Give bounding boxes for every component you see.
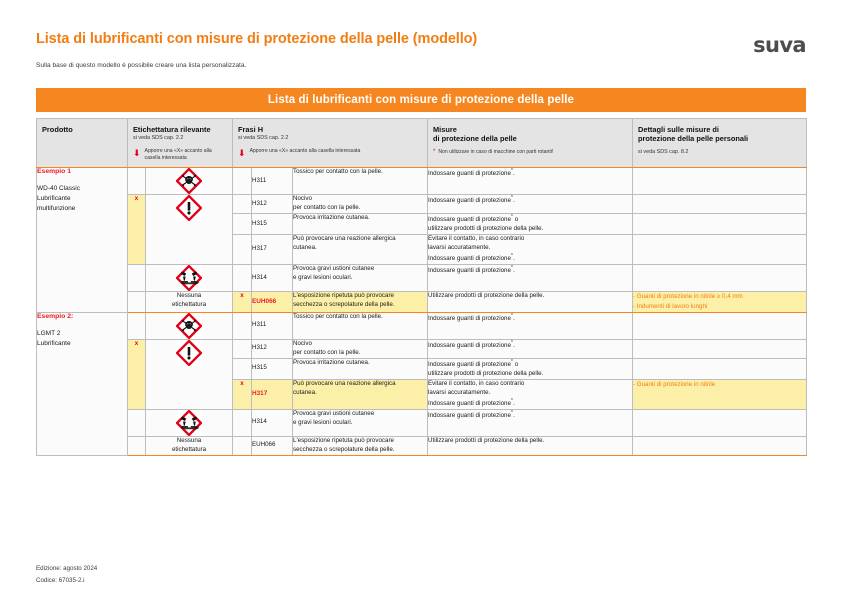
no-labelling-cell: Nessuna etichettatura	[146, 292, 233, 313]
down-arrow-icon: ⬇	[133, 148, 141, 159]
table-row	[37, 312, 807, 339]
protection-measure: Indossare guanti di protezione*.	[428, 195, 633, 214]
hphrase-code: EUH066	[252, 436, 293, 455]
product-example-label: Esempio 2:	[37, 312, 74, 320]
protection-measure: Indossare guanti di protezione*.	[428, 265, 633, 292]
no-labelling-cell: Nessuna etichettatura	[146, 436, 233, 455]
footnote-marker: *	[510, 339, 514, 346]
table-row	[37, 436, 807, 455]
protection-details: - Guanti di protezione in nitrile	[633, 379, 807, 409]
protection-details	[633, 312, 807, 339]
hphrase-text: Provoca irritazione cutanea.	[293, 213, 428, 234]
footer-code: Codice: 67035-2.i	[36, 576, 85, 584]
protection-measure: Evitare il contatto, in caso contrario lavarsi accuratamente. Indossare guanti di protezione*.	[428, 235, 633, 265]
asterisk-icon: *	[433, 148, 436, 155]
pictogram-x-checkbox[interactable]	[128, 312, 146, 339]
page-title: Lista di lubrificanti con misure di protezione della pelle (modello)	[36, 31, 478, 47]
pictogram-x-checkbox[interactable]	[128, 265, 146, 292]
ghs05-corrosion-icon	[146, 409, 233, 436]
protection-details	[633, 235, 807, 265]
footnote-marker: *	[510, 195, 514, 202]
col-header-misure: Misure di protezione della pelle * Non utilizzare in caso di macchine con parti rotanti!	[428, 119, 633, 168]
protection-details	[633, 168, 807, 195]
protection-measure: Evitare il contatto, in caso contrario lavarsi accuratamente. Indossare guanti di protezione*.	[428, 379, 633, 409]
table-row	[37, 292, 807, 313]
hphrase-text: Provoca gravi ustioni cutanee e gravi lesioni oculari.	[293, 265, 428, 292]
protection-measure: Indossare guanti di protezione*.	[428, 312, 633, 339]
hphrase-x-checkbox[interactable]: x	[233, 292, 252, 313]
page-subtitle: Sulla base di questo modello è possibile creare una lista personalizzata.	[36, 62, 247, 69]
table-row	[37, 409, 807, 436]
hphrase-x-checkbox[interactable]	[233, 213, 252, 234]
footnote-marker: *	[510, 252, 514, 259]
table-row	[37, 339, 807, 358]
hphrase-x-checkbox[interactable]	[233, 436, 252, 455]
protection-measure: Indossare guanti di protezione*.	[428, 409, 633, 436]
hphrase-code: H317	[252, 379, 293, 409]
hphrase-code: H311	[252, 168, 293, 195]
product-name: LGMT 2 Lubrificante	[37, 329, 71, 347]
protection-details	[633, 339, 807, 358]
ghs05-corrosion-icon	[146, 265, 233, 292]
hphrase-text: Tossico per contatto con la pelle.	[293, 168, 428, 195]
protection-measure: Indossare guanti di protezione* o utilizzare prodotti di protezione della pelle.	[428, 358, 633, 379]
footnote-marker: *	[510, 168, 514, 175]
footnote-marker: *	[510, 213, 514, 220]
hphrase-text: Può provocare una reazione allergica cutanea.	[293, 379, 428, 409]
hphrase-code: EUH066	[252, 292, 293, 313]
hphrase-code: H315	[252, 213, 293, 234]
footnote-marker: *	[510, 312, 514, 319]
pictogram-x-checkbox[interactable]	[128, 409, 146, 436]
hphrase-text: Nocivo per contatto con la pelle.	[293, 339, 428, 358]
col-header-frasi-h: Frasi H si veda SDS cap. 2.2 ⬇ Apporre una «X» accanto alla casella interessata	[233, 119, 428, 168]
protection-measure: Indossare guanti di protezione* o utilizzare prodotti di protezione della pelle.	[428, 213, 633, 234]
lubricants-table	[36, 118, 807, 456]
protection-details	[633, 265, 807, 292]
protection-details	[633, 213, 807, 234]
down-arrow-icon: ⬇	[238, 148, 246, 159]
protection-measure: Utilizzare prodotti di protezione della pelle.	[428, 292, 633, 313]
pictogram-x-checkbox[interactable]: x	[128, 195, 146, 265]
protection-details	[633, 358, 807, 379]
hphrase-code: H311	[252, 312, 293, 339]
protection-measure: Indossare guanti di protezione*.	[428, 168, 633, 195]
ghs07-exclamation-mark-icon	[146, 195, 233, 265]
hphrase-text: Può provocare una reazione allergica cutanea.	[293, 235, 428, 265]
footnote-marker: *	[510, 409, 514, 416]
table-row	[37, 265, 807, 292]
hphrase-text: Provoca gravi ustioni cutanee e gravi lesioni oculari.	[293, 409, 428, 436]
hphrase-text: Nocivo per contatto con la pelle.	[293, 195, 428, 214]
hphrase-text: L'esposizione ripetuta può provocare secchezza o screpolature della pelle.	[293, 292, 428, 313]
table-row	[37, 168, 807, 195]
footnote-marker: *	[510, 265, 514, 272]
col-header-etichettatura: Etichettatura rilevante si veda SDS cap. 2.2 ⬇ Apporre una «X» accanto alla casella interessata	[128, 119, 233, 168]
hphrase-x-checkbox[interactable]	[233, 235, 252, 265]
col-header-prodotto: Prodotto	[37, 119, 128, 168]
ghs06-skull-crossbones-icon	[146, 168, 233, 195]
product-cell	[37, 312, 128, 455]
hphrase-code: H312	[252, 195, 293, 214]
hphrase-x-checkbox[interactable]	[233, 168, 252, 195]
product-cell	[37, 168, 128, 313]
hphrase-x-checkbox[interactable]	[233, 312, 252, 339]
table-header-row	[37, 119, 807, 168]
hphrase-code: H314	[252, 265, 293, 292]
hphrase-x-checkbox[interactable]	[233, 265, 252, 292]
protection-details	[633, 436, 807, 455]
product-example-label: Esempio 1	[37, 168, 71, 176]
footer-edition: Edizione: agosto 2024	[36, 565, 98, 572]
pictogram-x-checkbox[interactable]	[128, 168, 146, 195]
hphrase-x-checkbox[interactable]: x	[233, 379, 252, 409]
protection-measure: Indossare guanti di protezione*.	[428, 339, 633, 358]
pictogram-x-checkbox[interactable]	[128, 436, 146, 455]
ghs07-exclamation-mark-icon	[146, 339, 233, 409]
hphrase-text: Provoca irritazione cutanea.	[293, 358, 428, 379]
hphrase-code: H315	[252, 358, 293, 379]
table-row	[37, 195, 807, 214]
footer	[36, 563, 97, 587]
table-banner-title: Lista di lubrificanti con misure di protezione della pelle	[36, 88, 806, 112]
suva-logo: suva	[753, 33, 806, 57]
pictogram-x-checkbox[interactable]: x	[128, 339, 146, 409]
protection-details	[633, 195, 807, 214]
protection-details: - Guanti di protezione in nitrile ≥ 0,4 mm - Indumenti di lavoro lunghi	[633, 292, 807, 313]
footnote-marker: *	[510, 358, 514, 365]
protection-details	[633, 409, 807, 436]
footnote-marker: *	[510, 397, 514, 404]
hphrase-x-checkbox[interactable]	[233, 195, 252, 214]
hphrase-code: H314	[252, 409, 293, 436]
hphrase-x-checkbox[interactable]	[233, 358, 252, 379]
col-header-dettagli: Dettagli sulle misure di protezione della pelle personali si veda SDS cap. 8.2	[633, 119, 807, 168]
hphrase-text: Tossico per contatto con la pelle.	[293, 312, 428, 339]
hphrase-x-checkbox[interactable]	[233, 409, 252, 436]
protection-measure: Utilizzare prodotti di protezione della pelle.	[428, 436, 633, 455]
product-name: WD-40 Classic Lubrificante multifunzione	[37, 185, 80, 212]
pictogram-x-checkbox[interactable]	[128, 292, 146, 313]
ghs06-skull-crossbones-icon	[146, 312, 233, 339]
hphrase-code: H312	[252, 339, 293, 358]
hphrase-text: L'esposizione ripetuta può provocare secchezza o screpolature della pelle.	[293, 436, 428, 455]
hphrase-x-checkbox[interactable]	[233, 339, 252, 358]
hphrase-code: H317	[252, 235, 293, 265]
